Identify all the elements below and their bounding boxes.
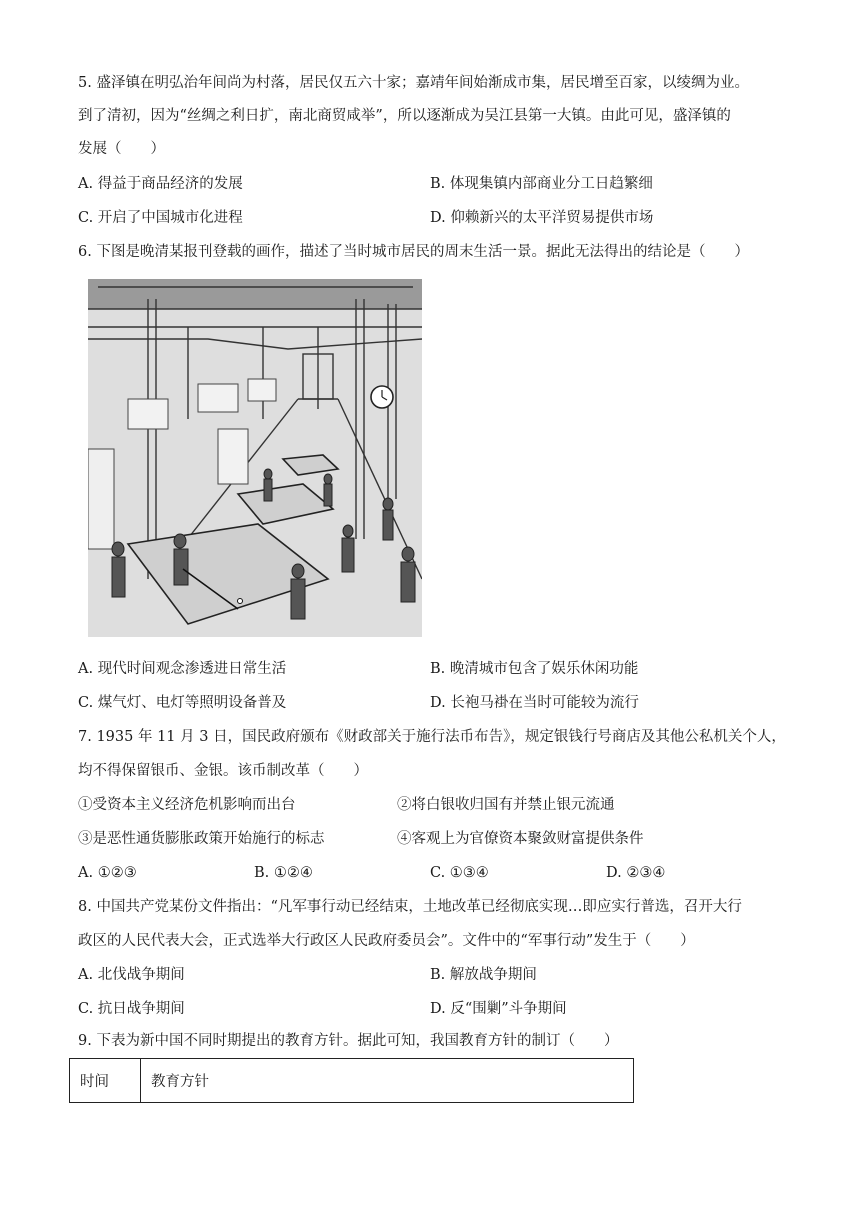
table-row [70, 1059, 634, 1103]
q6-illustration [88, 279, 422, 637]
q7-statement-2: ②将白银收归国有并禁止银元流通 [397, 797, 615, 813]
q8-option-c: C. 抗日战争期间 [78, 1001, 185, 1017]
q8-stem-line2: 政区的人民代表大会，正式选举大行政区人民政府委员会”。文件中的“军事行动”发生于（ ） [78, 933, 695, 949]
q8-option-d: D. 反“围剿”斗争期间 [430, 1001, 567, 1017]
q7-option-d: D. ②③④ [606, 865, 666, 881]
q5-option-d: D. 仰赖新兴的太平洋贸易提供市场 [430, 210, 654, 226]
q7-statement-1: ①受资本主义经济危机影响而出台 [78, 797, 296, 813]
q8-option-a: A. 北伐战争期间 [78, 967, 185, 983]
q5-stem-line2: 到了清初，因为“丝绸之利日扩，南北商贸咸举”，所以逐渐成为吴江县第一大镇。由此可见，盛泽镇的 [78, 108, 731, 124]
q7-stem-line2: 均不得保留银币、金银。该币制改革（ ） [78, 763, 368, 779]
q5-stem-line3: 发展（ ） [78, 141, 165, 157]
q6-option-d: D. 长袍马褂在当时可能较为流行 [430, 695, 639, 711]
q8-stem-line1: 8. 中国共产党某份文件指出：“凡军事行动已经结束，土地改革已经彻底实现…即应实行普选，召开大行 [78, 899, 742, 915]
q7-option-a: A. ①②③ [78, 865, 137, 881]
q7-statement-4: ④客观上为官僚资本聚敛财富提供条件 [397, 831, 644, 847]
q7-stem-line1: 7. 1935 年 11 月 3 日，国民政府颁布《财政部关于施行法币布告》，规定银钱行号商店及其他公私机关个人， [78, 729, 786, 745]
table-header-time: 时间 [70, 1059, 141, 1103]
q7-option-c: C. ①③④ [430, 865, 489, 881]
q9-education-policy-table [69, 1058, 634, 1103]
q9-stem-line1: 9. 下表为新中国不同时期提出的教育方针。据此可知，我国教育方针的制订（ ） [78, 1033, 619, 1049]
q6-stem-line1: 6. 下图是晚清某报刊登载的画作，描述了当时城市居民的周末生活一景。据此无法得出的结论是（ ） [78, 244, 749, 260]
q7-option-b: B. ①②④ [254, 865, 313, 881]
q7-statement-3: ③是恶性通货膨胀政策开始施行的标志 [78, 831, 325, 847]
q6-option-a: A. 现代时间观念渗透进日常生活 [78, 661, 287, 677]
q5-option-c: C. 开启了中国城市化进程 [78, 210, 243, 226]
q6-option-b: B. 晚清城市包含了娱乐休闲功能 [430, 661, 639, 677]
q6-illustration-drawing [88, 279, 422, 637]
q5-option-b: B. 体现集镇内部商业分工日趋繁细 [430, 176, 653, 192]
q5-stem-line1: 5. 盛泽镇在明弘治年间尚为村落，居民仅五六十家；嘉靖年间始渐成市集，居民增至百家，以绫绸为业。 [78, 75, 749, 91]
q5-option-a: A. 得益于商品经济的发展 [78, 176, 243, 192]
q6-option-c: C. 煤气灯、电灯等照明设备普及 [78, 695, 287, 711]
q8-option-b: B. 解放战争期间 [430, 967, 537, 983]
table-header-policy: 教育方针 [141, 1059, 634, 1103]
